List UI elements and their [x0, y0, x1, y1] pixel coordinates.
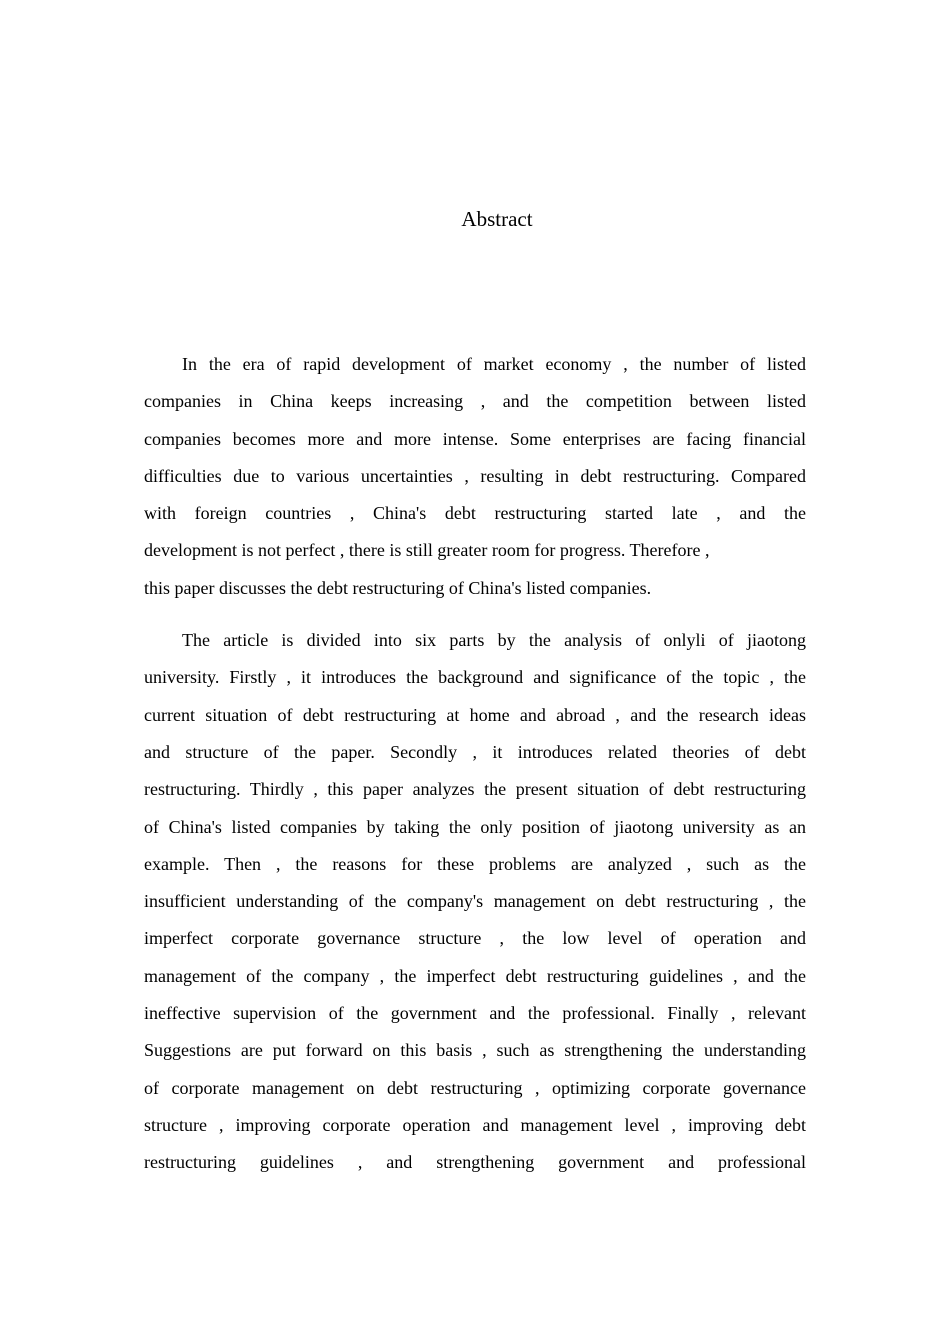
abstract-body [144, 346, 806, 1182]
paragraph-2 [144, 622, 806, 1181]
text-line: In the era of rapid development of market economy , the number of listed [182, 354, 806, 374]
text-line: this paper discusses the debt restructuring of China's listed companies. [144, 577, 652, 598]
text-line: companies becomes more and more intense. Some enterprises are facing financial [144, 428, 806, 449]
text-line: restructuring guidelines , and strengthening government and professional [144, 1152, 806, 1173]
text-line: with foreign countries , China's debt restructuring started late , and the [144, 503, 806, 524]
text-line: example. Then , the reasons for these problems are analyzed , such as the [144, 853, 806, 874]
text-line: of corporate management on debt restructuring , optimizing corporate governance [144, 1077, 806, 1098]
text-line: imperfect corporate governance structure , the low level of operation and [144, 928, 806, 949]
text-line: and structure of the paper. Secondly , it introduces related theories of debt [144, 741, 806, 762]
text-line: current situation of debt restructuring at home and abroad , and the research ideas [144, 704, 806, 725]
text-line: management of the company , the imperfect debt restructuring guidelines , and the [144, 965, 806, 986]
text-line: companies in China keeps increasing , and the competition between listed [144, 391, 806, 412]
text-line: restructuring. Thirdly , this paper analyzes the present situation of debt restructuring [144, 779, 806, 800]
paragraph-1 [144, 346, 806, 607]
text-line: university. Firstly , it introduces the background and significance of the topic , the [144, 667, 806, 688]
text-line: development is not perfect , there is still greater room for progress. Therefore , [144, 540, 710, 561]
text-line: insufficient understanding of the company's management on debt restructuring , the [144, 891, 806, 912]
text-line: ineffective supervision of the government and the professional. Finally , relevant [144, 1003, 806, 1024]
text-line: Suggestions are put forward on this basis , such as strengthening the understanding [144, 1040, 806, 1061]
text-line: structure , improving corporate operation and management level , improving debt [144, 1114, 806, 1135]
text-line: The article is divided into six parts by the analysis of onlyli of jiaotong [182, 630, 806, 651]
abstract-title: Abstract [461, 207, 533, 231]
text-line: difficulties due to various uncertainties , resulting in debt restructuring. Compared [144, 465, 806, 486]
text-line: of China's listed companies by taking the only position of jiaotong university as an [144, 816, 806, 837]
